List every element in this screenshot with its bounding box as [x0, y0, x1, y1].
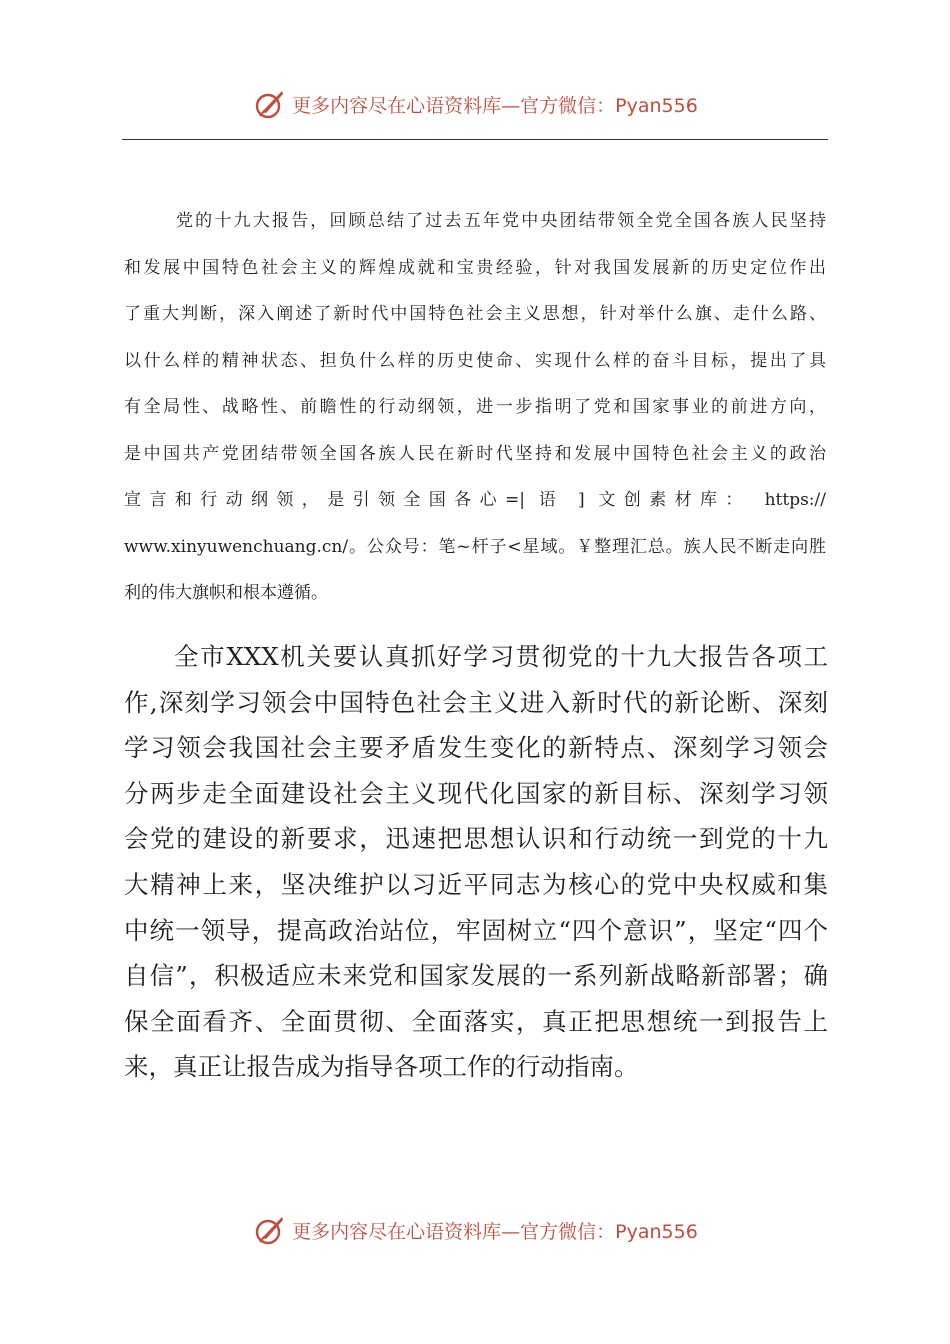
main-line: 保全面看齐、全面贯彻、全面落实，真正把思想统一到报告上 [124, 1006, 828, 1036]
quill-logo-icon [252, 86, 288, 122]
intro-line: www.xinyuwenchuang.cn/。公众号：笔~杆子<星域。￥整理汇总。族人民不断走向胜 [124, 536, 826, 557]
intro-line: 了重大判断，深入阐述了新时代中国特色社会主义思想，针对举什么旗、走什么路、 [124, 304, 826, 324]
header-divider [122, 139, 828, 140]
main-line: 来，真正让报告成为指导各项工作的行动指南。 [124, 1052, 639, 1082]
header-banner [0, 84, 950, 124]
main-paragraph [124, 634, 828, 1090]
intro-line: 是中国共产党团结带领全国各族人民在新时代坚持和发展中国特色社会主义的政治 [124, 443, 826, 464]
intro-line: 以什么样的精神状态、担负什么样的历史使命、实现什么样的奋斗目标，提出了具 [124, 350, 826, 371]
footer-banner [0, 1210, 950, 1250]
quill-logo-icon [252, 1212, 288, 1248]
main-line: 大精神上来，坚决维护以习近平同志为核心的党中央权威和集 [124, 869, 828, 899]
intro-line: 利的伟大旗帜和根本遵循。 [124, 583, 328, 603]
main-line: 自信”，积极适应未来党和国家发展的一系列新战略新部署；确 [124, 961, 828, 991]
intro-line: 和发展中国特色社会主义的辉煌成就和宝贵经验，针对我国发展新的历史定位作出 [124, 257, 826, 278]
main-line: 全市XXX机关要认真抓好学习贯彻党的十九大报告各项工 [174, 642, 828, 671]
main-line: 学习领会我国社会主要矛盾发生变化的新特点、深刻学习领会 [124, 733, 828, 763]
header-wechat-id: Pyan556 [615, 94, 698, 117]
main-line: 中统一领导，提高政治站位，牢固树立“四个意识”，坚定“四个 [124, 915, 828, 945]
intro-paragraph [124, 198, 826, 617]
intro-line: 宣言和行动纲领，是引领全国各心=| 语 ] 文创素材库： https:// [124, 490, 826, 510]
header-banner-text: 更多内容尽在心语资料库—官方微信：Pyan556 [292, 94, 698, 117]
main-line: 会党的建设的新要求，迅速把思想认识和行动统一到党的十九 [124, 824, 828, 854]
main-line: 分两步走全面建设社会主义现代化国家的新目标、深刻学习领 [124, 778, 828, 808]
main-line: 作,深刻学习领会中国特色社会主义进入新时代的新论断、深刻 [124, 687, 828, 717]
footer-banner-text: 更多内容尽在心语资料库—官方微信：Pyan556 [292, 1220, 698, 1243]
intro-line: 党的十九大报告，回顾总结了过去五年党中央团结带领全党全国各族人民坚持 [176, 211, 826, 231]
footer-wechat-id: Pyan556 [615, 1220, 698, 1243]
intro-line: 有全局性、战略性、前瞻性的行动纲领，进一步指明了党和国家事业的前进方向， [124, 397, 826, 417]
